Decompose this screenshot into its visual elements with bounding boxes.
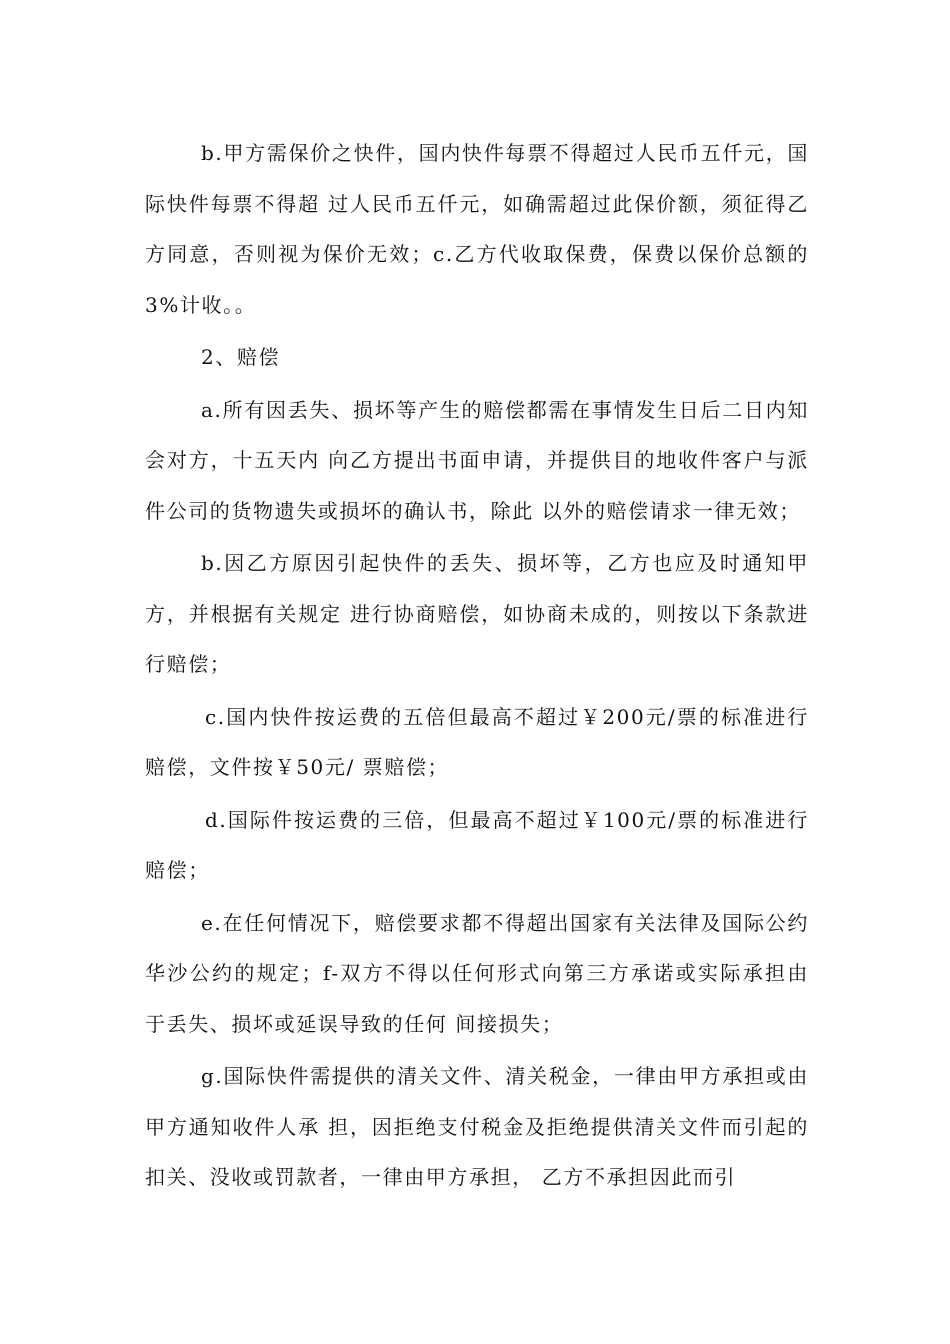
document-body [145,128,809,1205]
paragraph-party-b-loss: b.因乙方原因引起快件的丢失、损坏等，乙方也应及时通知甲方，并根据有关规定 进行协商赔偿，如协商未成的，则按以下条款进行赔偿； [145,551,809,676]
section-heading-compensation: 2、赔偿 [201,345,281,369]
paragraph-domestic-compensation: c.国内快件按运费的五倍但最高不超过￥200元/票的标准进行赔偿，文件按￥50元/ 票赔偿； [145,704,809,779]
paragraph-customs-clearance: g.国际快件需提供的清关文件、清关税金，一律由甲方承担或由甲方通知收件人承 担，因拒绝支付税金及拒绝提供清关文件而引起的扣关、没收或罚款者，一律由甲方承担， 乙方不承担因此而引 [145,1064,809,1189]
paragraph-claim-notice: a.所有因丢失、损坏等产生的赔偿都需在事情发生日后二日内知会对方，十五天内 向乙方提出书面申请，并提供目的地收件客户与派件公司的货物遗失或损坏的确认书，除此 以外的赔偿请求一律无效； [145,397,809,523]
paragraph-insured-value: b.甲方需保价之快件，国内快件每票不得超过人民币五仟元，国际快件每票不得超 过人民币五仟元，如确需超过此保价额，须征得乙方同意，否则视为保价无效；c.乙方代收取保费，保费以保价总额的3%计收。。 [145,141,809,317]
paragraph-legal-limits: e.在任何情况下，赔偿要求都不得超出国家有关法律及国际公约华沙公约的规定；f-双方不得以任何形式向第三方承诺或实际承担由于丢失、损坏或延误导致的任何 间接损失； [145,910,809,1036]
paragraph-international-compensation: d.国际件按运费的三倍，但最高不超过￥100元/票的标准进行赔偿； [145,807,809,882]
